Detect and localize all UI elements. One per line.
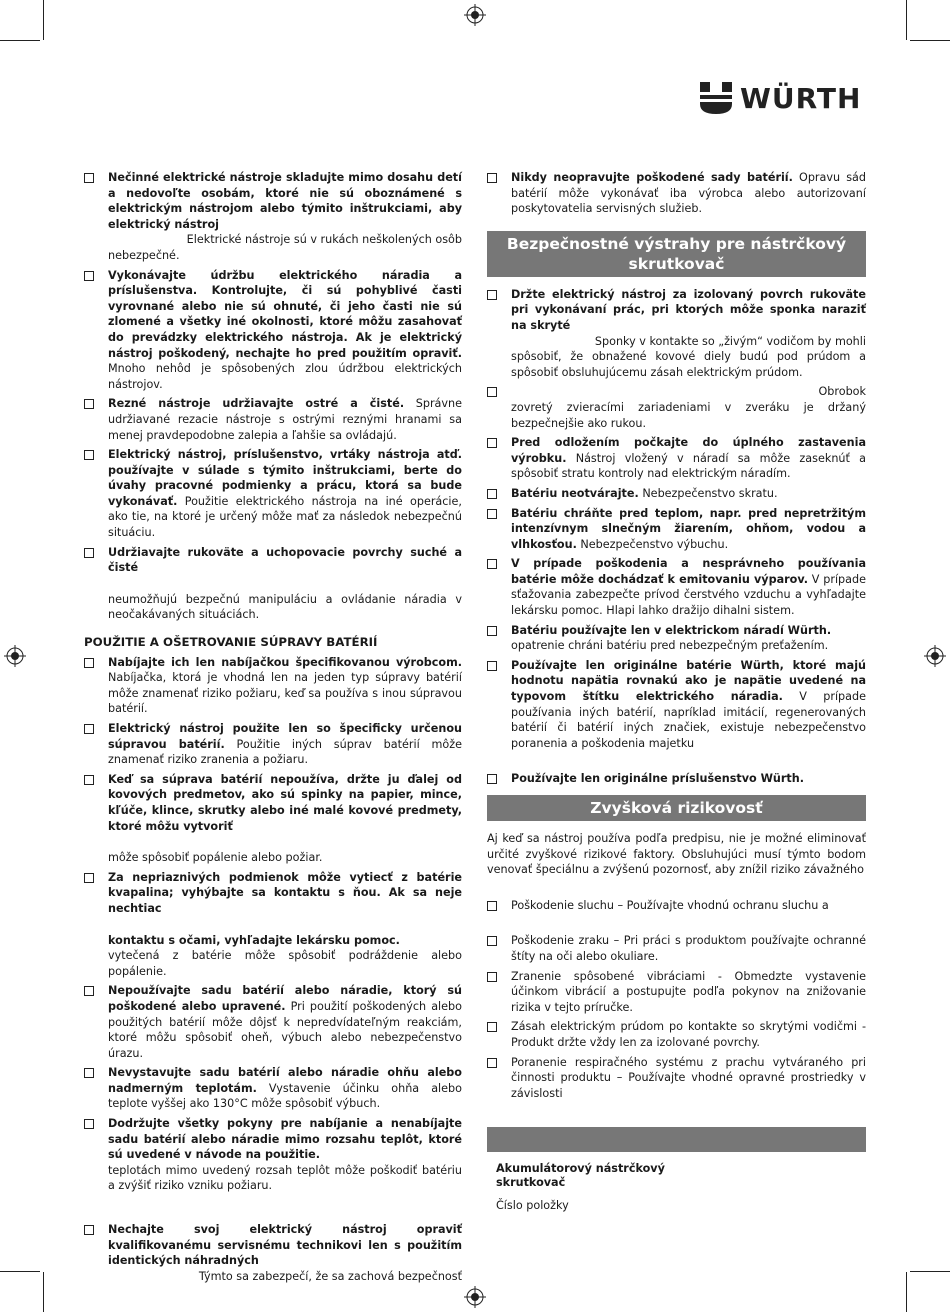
section-heading: POUŽITIE A OŠETROVANIE SÚPRAVY BATÉRIÍ <box>84 635 378 650</box>
checkbox-icon <box>84 986 94 996</box>
crop-mark-bottom-left-h <box>0 1271 40 1272</box>
paragraph: Aj keď sa nástroj používa podľa predpisu, nie je možné eliminovať určité zvyškové rizikové faktory. Obsluhujúci musí týmto bodom venovať špeciálnu a zvýšenú pozornosť, aby znížil riziko závažného <box>487 832 866 877</box>
list-item: Dodržujte všetky pokyny pre nabíjanie a nenabíjajte sadu batérií alebo náradie mimo rozsahu teplôt, ktoré sú uvedené v návode na použitie. teplotách mimo uvedený rozsah teplôt môže poškodiť batériu a zvýšiť riziko vzniku požiaru. <box>84 1116 462 1194</box>
checkbox-icon <box>84 775 94 785</box>
checkbox-icon <box>84 173 94 183</box>
list-item: Zásah elektrickým prúdom po kontakte so skrytými vodičmi - Produkt držte vždy len za izolované povrchy. <box>487 1019 866 1050</box>
product-item-label: Číslo položky <box>496 1199 569 1213</box>
crop-mark-bottom-right <box>906 1272 907 1312</box>
checkbox-icon <box>487 509 497 519</box>
list-item: V prípade poškodenia a nesprávneho používania batérie môže dochádzať k emitovaniu výparov. V prípade sťažovania zabezpečte prívod čerstvého vzduchu a vyhľadajte lekársku pomoc. Hlapi lahko dražijo dihalni sistem. <box>487 556 866 618</box>
checkbox-icon <box>487 774 497 784</box>
registration-mark-right <box>924 645 946 667</box>
list-item: Poškodenie sluchu – Používajte vhodnú ochranu sluchu a <box>487 898 866 914</box>
list-item: Nevystavujte sadu batérií alebo náradie ohňu alebo nadmerným teplotám. Vystavenie účinku ohňa alebo teplote vyššej ako 130°C môže spôsobiť výbuch. <box>84 1065 462 1112</box>
product-title: Akumulátorový nástrčkový skrutkovač <box>496 1162 665 1190</box>
list-item: Keď sa súprava batérií nepoužíva, držte ju ďalej od kovových predmetov, ako sú spinky na papier, mince, kľúče, klince, skrutky alebo iné malé kovové predmety, ktoré môžu vytvoriť môže spôsobiť popálenie alebo požiar. <box>84 772 462 866</box>
checkbox-icon <box>84 658 94 668</box>
blank-banner <box>487 1127 866 1152</box>
checkbox-icon <box>487 489 497 499</box>
checkbox-icon <box>487 559 497 569</box>
list-item: Používajte len originálne príslušenstvo Würth. <box>487 771 866 787</box>
list-item: Udržiavajte rukoväte a uchopovacie povrchy suché a čisté neumožňujú bezpečnú manipuláciu a ovládanie náradia v neočakávaných situáciách. <box>84 545 462 623</box>
checkbox-icon <box>84 873 94 883</box>
list-item: Zranenie spôsobené vibráciami - Obmedzte vystavenie účinkom vibrácií a postupujte podľa pokynov na znižovanie rizika v tejto príručke. <box>487 969 866 1016</box>
checkbox-icon <box>487 173 497 183</box>
crop-mark-top-left <box>43 0 44 40</box>
checkbox-icon <box>487 901 497 911</box>
checkbox-icon <box>84 1225 94 1235</box>
list-item: Používajte len originálne batérie Würth, ktoré majú hodnotu napätia rovnakú ako je napätie uvedené na typovom štítku elektrického náradia. V prípade používania iných batérií, napríklad imitácií, regenerovaných batérií či batérií iných značiek, existuje nebezpečenstvo poranenia a poškodenia majetku <box>487 658 866 752</box>
list-item: Rezné nástroje udržiavajte ostré a čisté. Správne udržiavané rezacie nástroje s ostrými reznými hranami sa menej pravdepodobne zalepia a ľahšie sa ovládajú. <box>84 396 462 443</box>
list-item: Vykonávajte údržbu elektrického náradia a príslušenstva. Kontrolujte, či sú pohyblivé časti vyrovnané alebo nie sú ohnuté, či jeho časti nie sú zlomené a všetky iné okolnosti, ktoré môžu zasahovať do prevádzky elektrického nástroja. Ak je elektrický nástroj poškodený, nechajte ho pred použitím opraviť. Mnoho nehôd je spôsobených zlou údržbou elektrických nástrojov. <box>84 268 462 393</box>
checkbox-icon <box>487 387 497 397</box>
brand-logo: WÜRTH <box>740 82 862 115</box>
registration-mark-top <box>464 4 486 26</box>
checkbox-icon <box>84 1068 94 1078</box>
list-item: Nikdy neopravujte poškodené sady batérií. Opravu sád batérií môže vykonávať iba výrobca alebo autorizovaní poskytovatelia servisných služieb. <box>487 170 866 217</box>
checkbox-icon <box>487 290 497 300</box>
crop-mark-top-right-h <box>910 40 950 41</box>
checkbox-icon <box>84 271 94 281</box>
checkbox-icon <box>84 399 94 409</box>
checkbox-icon <box>84 1119 94 1129</box>
list-item: Batériu chráňte pred teplom, napr. pred nepretržitým intenzívnym slnečným žiarením, ohňom, vodou a vlhkosťou. Nebezpečenstvo výbuchu. <box>487 506 866 553</box>
list-item: Za nepriaznivých podmienok môže vytiecť z batérie kvapalina; vyhýbajte sa kontaktu s ňou. Ak sa neje nechtiac kontaktu s očami, vyhľadajte lekársku pomoc. vytečená z batérie môže spôsobiť podráždenie alebo popálenie. <box>84 870 462 980</box>
list-item: Nechajte svoj elektrický nástroj opraviť kvalifikovanému servisnému technikovi len s použitím identických náhradných Týmto sa zabezpečí, že sa zachová bezpečnosť <box>84 1222 462 1284</box>
list-item: Obrobok zovretý zvieracími zariadeniami v zveráku je držaný bezpečnejšie ako rukou. <box>487 384 866 431</box>
section-banner: Bezpečnostné výstrahy pre nástrčkový skrutkovač <box>487 231 866 277</box>
crop-mark-top-left-h <box>0 40 40 41</box>
left-column <box>84 170 462 1288</box>
list-item: Batériu neotvárajte. Nebezpečenstvo skratu. <box>487 486 866 502</box>
checkbox-icon <box>487 1058 497 1068</box>
checkbox-icon <box>487 661 497 671</box>
list-item: Držte elektrický nástroj za izolovaný povrch rukoväte pri vykonávaní prác, pri ktorých môže sponka naraziť na skryté Sponky v kontakte so „živým“ vodičom by mohli spôsobiť, že obnažené kovové diely budú pod prúdom a spôsobiť obsluhujúcemu zásah elektrickým prúdom. <box>487 287 866 381</box>
checkbox-icon <box>487 1022 497 1032</box>
checkbox-icon <box>487 936 497 946</box>
registration-mark-left <box>4 645 26 667</box>
section-banner: Zvyšková rizikovosť <box>487 795 866 821</box>
wurth-logo-icon <box>698 80 734 116</box>
list-item: Pred odložením počkajte do úplného zastavenia výrobku. Nástroj vložený v náradí sa môže zaseknúť a spôsobiť stratu kontroly nad elektrickým náradím. <box>487 435 866 482</box>
checkbox-icon <box>487 438 497 448</box>
list-item: Poranenie respiračného systému z prachu vytváraného pri činnosti produktu – Používajte vhodné opravné prostriedky v závislosti <box>487 1055 866 1102</box>
crop-mark-top-right <box>906 0 907 40</box>
checkbox-icon <box>84 548 94 558</box>
list-item: Batériu používajte len v elektrickom náradí Würth. opatrenie chráni batériu pred nebezpečným preťažením. <box>487 623 866 654</box>
checkbox-icon <box>487 972 497 982</box>
list-item: Elektrický nástroj použite len so špecificky určenou súpravou batérií. Použitie iných súprav batérií môže znamenať riziko zranenia a požiaru. <box>84 721 462 768</box>
list-item: Elektrický nástroj, príslušenstvo, vrtáky nástroja atď. používajte v súlade s týmito inštrukciami, berte do úvahy pracovné podmienky a prácu, ktorá sa bude vykonávať. Použitie elektrického nástroja na iné operácie, ako tie, na ktoré je určený môže mať za následok nebezpečnú situáciu. <box>84 447 462 541</box>
checkbox-icon <box>84 450 94 460</box>
registration-mark-bottom <box>464 1286 486 1308</box>
checkbox-icon <box>487 626 497 636</box>
crop-mark-bottom-right-h <box>910 1271 950 1272</box>
list-item: Poškodenie zraku – Pri práci s produktom používajte ochranné štíty na oči alebo okuliare. <box>487 933 866 964</box>
list-item: Nepoužívajte sadu batérií alebo náradie, ktorý sú poškodené alebo upravené. Pri použití poškodených alebo použitých batérií môže dôjsť k nepredvídateľným reakciám, ktoré môžu spôsobiť oheň, výbuch alebo nebezpečenstvo úrazu. <box>84 983 462 1061</box>
list-item: Nečinné elektrické nástroje skladujte mimo dosahu detí a nedovoľte osobám, ktoré nie sú oboznámené s elektrickým nástrojom alebo týmito inštrukciami, aby elektrický nástroj Elektrické nástroje sú v rukách neškolených osôb nebezpečné. <box>84 170 462 264</box>
list-item: Nabíjajte ich len nabíjačkou špecifikovanou výrobcom. Nabíjačka, ktorá je vhodná len na jeden typ súpravy batérií môže znamenať riziko požiaru, keď sa používa s inou súpravou batérií. <box>84 655 462 717</box>
right-column <box>487 170 866 1214</box>
checkbox-icon <box>84 724 94 734</box>
crop-mark-bottom-left <box>43 1272 44 1312</box>
